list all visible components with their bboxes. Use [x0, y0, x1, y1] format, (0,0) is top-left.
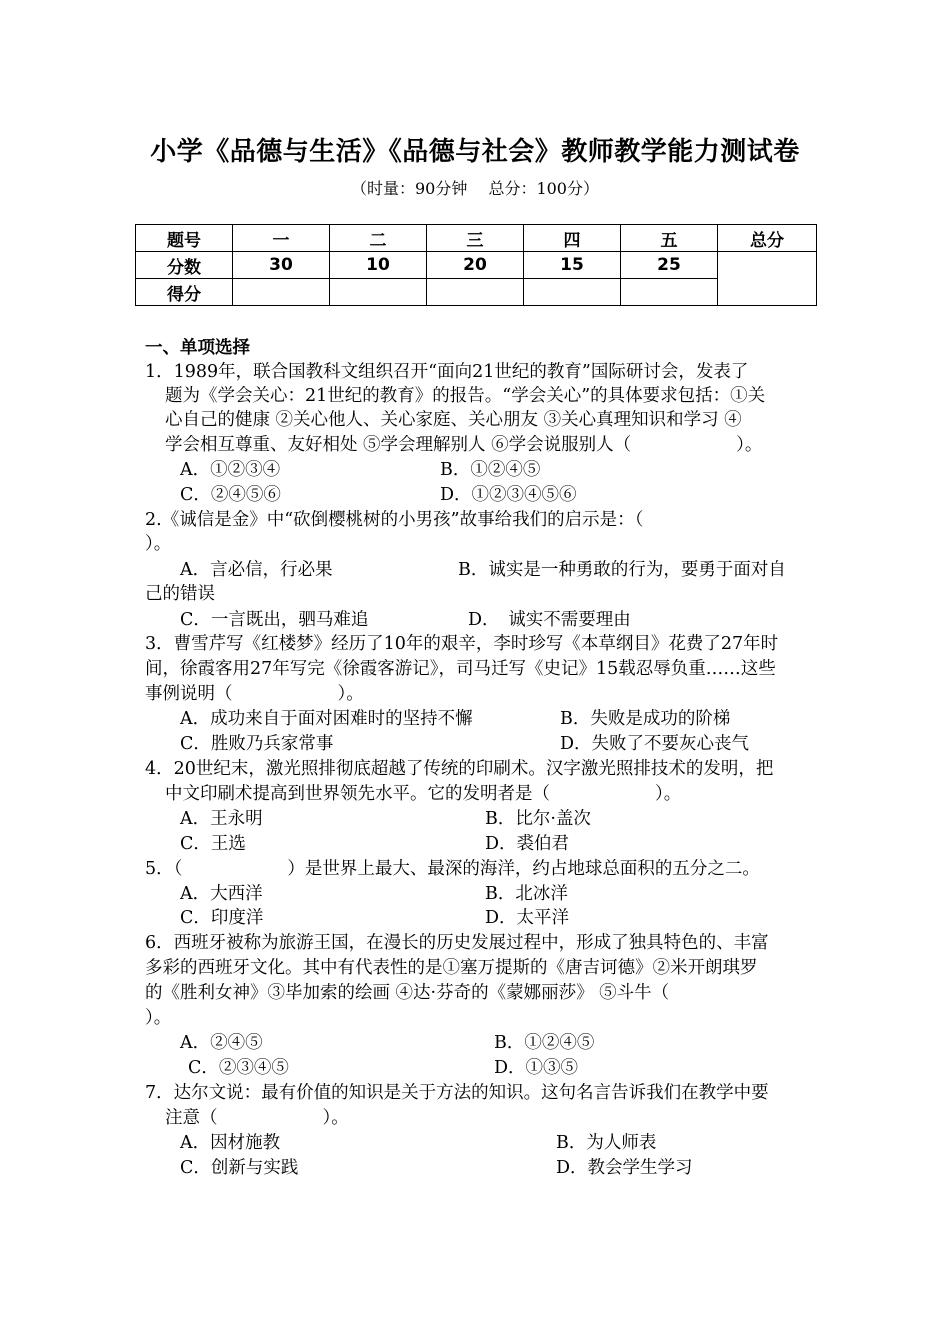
q1-option-c: C．②④⑤⑥: [180, 485, 281, 505]
got-cell[interactable]: [330, 279, 427, 306]
header-cell: 题号: [136, 225, 233, 252]
question-3-line: 3．曹雪芹写《红楼梦》经历了10年的艰辛，李时珍写《本草纲目》花费了27年时: [145, 634, 779, 654]
score-table: [135, 224, 817, 306]
points-cell: 20: [427, 252, 524, 279]
question-1-line: 题为《学会关心：21世纪的教育》的报告。“学会关心”的具体要求包括：①关: [165, 386, 766, 406]
q2-option-d: D． 诚实不需要理由: [468, 610, 631, 630]
q7-option-a: A．因材施教: [180, 1133, 281, 1153]
header-cell: 五: [621, 225, 718, 252]
q4-option-b: B．比尔·盖次: [485, 809, 591, 829]
score-table-got-row: [136, 279, 817, 306]
header-cell: 一: [233, 225, 330, 252]
question-7-line: 7．达尔文说：最有价值的知识是关于方法的知识。这句名言告诉我们在教学中要: [145, 1083, 769, 1103]
question-6-line: ）。: [145, 1008, 172, 1028]
q6-option-b: B．①②④⑤: [494, 1033, 595, 1053]
got-cell[interactable]: [621, 279, 718, 306]
section-heading: 一、单项选择: [145, 338, 250, 358]
q7-option-c: C．创新与实践: [180, 1158, 299, 1178]
question-6-line: 6．西班牙被称为旅游王国，在漫长的历史发展过程中，形成了独具特色的、丰富: [145, 933, 769, 953]
q2-option-c: C．一言既出，驷马难追: [180, 610, 369, 630]
got-label: 得分: [136, 279, 233, 306]
points-cell: 15: [524, 252, 621, 279]
q4-option-c: C．王选: [180, 834, 246, 854]
total-score-cell[interactable]: [718, 252, 817, 306]
points-cell: 25: [621, 252, 718, 279]
q5-option-a: A．大西洋: [180, 884, 263, 904]
question-5-line: 5．（ ）是世界上最大、最深的海洋，约占地球总面积的五分之二。: [145, 859, 760, 879]
question-4-line: 4．20世纪末，激光照排彻底超越了传统的印刷术。汉字激光照排技术的发明，把: [145, 759, 774, 779]
q6-option-c: C．②③④⑤: [188, 1058, 289, 1078]
q5-option-b: B．北冰洋: [485, 884, 568, 904]
q1-option-d: D．①②③④⑤⑥: [440, 485, 577, 505]
got-cell[interactable]: [524, 279, 621, 306]
question-6-line: 的《胜利女神》③毕加索的绘画 ④达·芬奇的《蒙娜丽莎》 ⑤斗牛（: [145, 983, 670, 1003]
q7-option-b: B．为人师表: [556, 1133, 657, 1153]
score-table-header-row: [136, 225, 817, 252]
question-1-line: 心自己的健康 ②关心他人、关心家庭、关心朋友 ③关心真理知识和学习 ④: [165, 410, 742, 430]
header-cell: 总分: [718, 225, 817, 252]
question-6-line: 多彩的西班牙文化。其中有代表性的是①塞万提斯的《唐吉诃德》②米开朗琪罗: [145, 958, 758, 978]
question-3-line: 间，徐霞客用27年写完《徐霞客游记》，司马迁写《史记》15载忍辱负重……这些: [145, 659, 776, 679]
q7-option-d: D．教会学生学习: [556, 1158, 693, 1178]
q4-option-a: A．王永明: [180, 809, 263, 829]
header-cell: 二: [330, 225, 427, 252]
q5-option-d: D．太平洋: [485, 908, 570, 928]
header-cell: 四: [524, 225, 621, 252]
score-table-points-row: [136, 252, 817, 279]
q3-option-c: C．胜败乃兵家常事: [180, 734, 334, 754]
q3-option-d: D．失败了不要灰心丧气: [560, 734, 750, 754]
points-label: 分数: [136, 252, 233, 279]
q6-option-a: A．②④⑤: [180, 1033, 263, 1053]
q3-option-b: B．失败是成功的阶梯: [560, 709, 731, 729]
question-2-line: ）。: [145, 534, 172, 554]
question-3-line: 事例说明（ ）。: [145, 684, 364, 704]
q1-option-a: A．①②③④: [180, 460, 281, 480]
q2-option-b-cont: 己的错误: [145, 584, 215, 604]
q2-option-b: B．诚实是一种勇敢的行为，要勇于面对自: [458, 560, 786, 580]
q6-option-d: D．①③⑤: [494, 1058, 579, 1078]
page-title: 小学《品德与生活》《品德与社会》教师教学能力测试卷: [150, 137, 800, 167]
question-7-line: 注意（ ）。: [165, 1108, 349, 1128]
got-cell[interactable]: [427, 279, 524, 306]
question-1-line: 学会相互尊重、友好相处 ⑤学会理解别人 ⑥学会说服别人（ ）。: [165, 435, 763, 455]
q2-option-a: A．言必信，行必果: [180, 560, 333, 580]
q1-option-b: B．①②④⑤: [440, 460, 541, 480]
q3-option-a: A．成功来自于面对困难时的坚持不懈: [180, 709, 473, 729]
points-cell: 30: [233, 252, 330, 279]
question-2-line: 2.《诚信是金》中“砍倒樱桃树的小男孩”故事给我们的启示是：（: [145, 510, 644, 530]
header-cell: 三: [427, 225, 524, 252]
points-cell: 10: [330, 252, 427, 279]
q4-option-d: D．裘伯君: [485, 834, 570, 854]
question-4-line: 中文印刷术提高到世界领先水平。它的发明者是（ ）。: [165, 784, 682, 804]
question-1-line: 1．1989年，联合国教科文组织召开“面向21世纪的教育”国际研讨会，发表了: [145, 362, 749, 382]
page-subtitle: （时量：90分钟 总分：100分）: [351, 179, 599, 198]
got-cell[interactable]: [233, 279, 330, 306]
q5-option-c: C．印度洋: [180, 908, 264, 928]
